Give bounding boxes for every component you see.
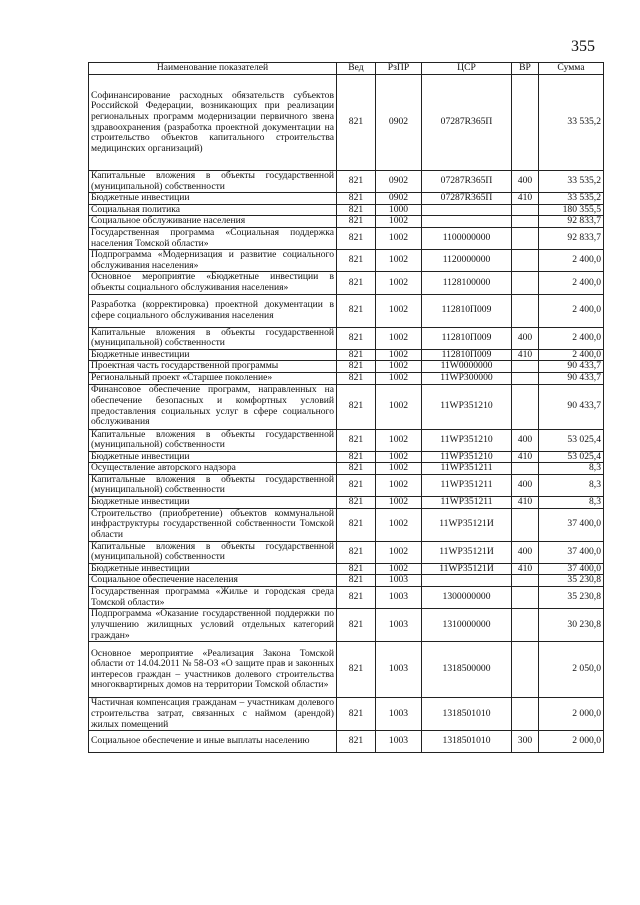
cell-name: Разработка (корректировка) проектной документации в сфере социального обслуживания населения bbox=[89, 294, 337, 327]
table-row bbox=[89, 372, 604, 384]
cell-rzpr: 1003 bbox=[376, 642, 422, 698]
cell-vr bbox=[512, 227, 539, 249]
cell-name: Социальное обслуживание населения bbox=[89, 216, 337, 228]
cell-csr: 1318501010 bbox=[422, 698, 512, 731]
header-vr: ВР bbox=[512, 63, 539, 75]
cell-sum: 92 833,7 bbox=[539, 227, 604, 249]
cell-rzpr: 0902 bbox=[376, 75, 422, 171]
cell-sum: 2 400,0 bbox=[539, 349, 604, 361]
header-csr: ЦСР bbox=[422, 63, 512, 75]
table-row bbox=[89, 563, 604, 575]
cell-sum: 2 400,0 bbox=[539, 250, 604, 272]
cell-ved: 821 bbox=[337, 575, 376, 587]
cell-rzpr: 1002 bbox=[376, 227, 422, 249]
cell-ved: 821 bbox=[337, 327, 376, 349]
table-row bbox=[89, 698, 604, 731]
header-rzpr: РзПР bbox=[376, 63, 422, 75]
cell-vr: 400 bbox=[512, 327, 539, 349]
cell-csr: 11WP35121И bbox=[422, 508, 512, 541]
cell-rzpr: 1002 bbox=[376, 327, 422, 349]
table-row bbox=[89, 731, 604, 753]
cell-vr bbox=[512, 609, 539, 642]
cell-ved: 821 bbox=[337, 227, 376, 249]
cell-name: Государственная программа «Социальная поддержка населения Томской области» bbox=[89, 227, 337, 249]
cell-vr bbox=[512, 216, 539, 228]
cell-vr: 410 bbox=[512, 193, 539, 205]
cell-rzpr: 1000 bbox=[376, 204, 422, 216]
cell-name: Капитальные вложения в объекты государственной (муниципальной) собственности bbox=[89, 541, 337, 563]
cell-name: Частичная компенсация гражданам – участникам долевого строительства затрат, связанных с наймом (арендой) жилых помещений bbox=[89, 698, 337, 731]
cell-csr: 11WP300000 bbox=[422, 372, 512, 384]
cell-name: Государственная программа «Жилье и городская среда Томской области» bbox=[89, 587, 337, 609]
cell-ved: 821 bbox=[337, 541, 376, 563]
cell-ved: 821 bbox=[337, 609, 376, 642]
cell-vr: 400 bbox=[512, 541, 539, 563]
cell-vr bbox=[512, 361, 539, 373]
cell-rzpr: 1002 bbox=[376, 451, 422, 463]
cell-name: Капитальные вложения в объекты государственной (муниципальной) собственности bbox=[89, 429, 337, 451]
cell-ved: 821 bbox=[337, 463, 376, 475]
cell-ved: 821 bbox=[337, 372, 376, 384]
cell-name: Бюджетные инвестиции bbox=[89, 193, 337, 205]
cell-vr: 410 bbox=[512, 349, 539, 361]
cell-name: Проектная часть государственной программы bbox=[89, 361, 337, 373]
cell-rzpr: 1002 bbox=[376, 294, 422, 327]
cell-name: Капитальные вложения в объекты государственной (муниципальной) собственности bbox=[89, 327, 337, 349]
cell-name: Капитальные вложения в объекты государственной (муниципальной) собственности bbox=[89, 171, 337, 193]
cell-sum: 2 000,0 bbox=[539, 698, 604, 731]
cell-vr bbox=[512, 294, 539, 327]
cell-vr bbox=[512, 204, 539, 216]
table-row bbox=[89, 575, 604, 587]
cell-rzpr: 1002 bbox=[376, 474, 422, 496]
cell-vr: 400 bbox=[512, 429, 539, 451]
cell-sum: 92 833,7 bbox=[539, 216, 604, 228]
cell-name: Подпрограмма «Модернизация и развитие социального обслуживания населения» bbox=[89, 250, 337, 272]
cell-sum: 37 400,0 bbox=[539, 563, 604, 575]
cell-sum: 37 400,0 bbox=[539, 508, 604, 541]
cell-csr: 1120000000 bbox=[422, 250, 512, 272]
cell-name: Софинансирование расходных обязательств субъектов Российской Федерации, возникающих при реализации региональных программ модернизации первичного звена здравоохранения (разработка проектной документации на строительство объектов капитального строительства медицинских организаций) bbox=[89, 75, 337, 171]
cell-rzpr: 1002 bbox=[376, 349, 422, 361]
table-row bbox=[89, 474, 604, 496]
cell-ved: 821 bbox=[337, 250, 376, 272]
cell-name: Строительство (приобретение) объектов коммунальной инфраструктуры государственной собственности Томской области bbox=[89, 508, 337, 541]
cell-name: Бюджетные инвестиции bbox=[89, 497, 337, 509]
cell-ved: 821 bbox=[337, 171, 376, 193]
cell-rzpr: 1003 bbox=[376, 609, 422, 642]
cell-rzpr: 0902 bbox=[376, 171, 422, 193]
cell-sum: 2 000,0 bbox=[539, 731, 604, 753]
cell-sum: 2 400,0 bbox=[539, 327, 604, 349]
table-row bbox=[89, 349, 604, 361]
table-row bbox=[89, 642, 604, 698]
cell-csr: 11WP35121И bbox=[422, 541, 512, 563]
cell-sum: 35 230,8 bbox=[539, 575, 604, 587]
cell-ved: 821 bbox=[337, 272, 376, 294]
cell-sum: 90 433,7 bbox=[539, 384, 604, 429]
cell-sum: 33 535,2 bbox=[539, 171, 604, 193]
cell-csr: 11WP351211 bbox=[422, 497, 512, 509]
table-row bbox=[89, 327, 604, 349]
cell-name: Бюджетные инвестиции bbox=[89, 451, 337, 463]
cell-sum: 33 535,2 bbox=[539, 193, 604, 205]
table-row bbox=[89, 272, 604, 294]
cell-csr: 07287R365П bbox=[422, 171, 512, 193]
page-number: 355 bbox=[571, 38, 595, 55]
cell-ved: 821 bbox=[337, 204, 376, 216]
cell-ved: 821 bbox=[337, 349, 376, 361]
table-row bbox=[89, 429, 604, 451]
cell-sum: 90 433,7 bbox=[539, 361, 604, 373]
cell-csr: 11W0000000 bbox=[422, 361, 512, 373]
cell-rzpr: 1003 bbox=[376, 731, 422, 753]
cell-sum: 37 400,0 bbox=[539, 541, 604, 563]
table-row bbox=[89, 171, 604, 193]
table-row bbox=[89, 587, 604, 609]
cell-sum: 8,3 bbox=[539, 463, 604, 475]
cell-csr: 11WP351210 bbox=[422, 384, 512, 429]
cell-rzpr: 1002 bbox=[376, 463, 422, 475]
cell-csr: 112810П009 bbox=[422, 294, 512, 327]
cell-rzpr: 1002 bbox=[376, 372, 422, 384]
cell-csr: 1310000000 bbox=[422, 609, 512, 642]
cell-csr bbox=[422, 216, 512, 228]
cell-sum: 33 535,2 bbox=[539, 75, 604, 171]
table-row bbox=[89, 294, 604, 327]
cell-csr bbox=[422, 204, 512, 216]
cell-csr: 1318501010 bbox=[422, 731, 512, 753]
cell-vr: 400 bbox=[512, 171, 539, 193]
cell-ved: 821 bbox=[337, 193, 376, 205]
cell-ved: 821 bbox=[337, 474, 376, 496]
table-row bbox=[89, 609, 604, 642]
cell-sum: 53 025,4 bbox=[539, 429, 604, 451]
table-row bbox=[89, 227, 604, 249]
cell-ved: 821 bbox=[337, 429, 376, 451]
cell-vr bbox=[512, 463, 539, 475]
cell-vr bbox=[512, 250, 539, 272]
table-row bbox=[89, 541, 604, 563]
header-sum: Сумма bbox=[539, 63, 604, 75]
header-ved: Вед bbox=[337, 63, 376, 75]
cell-sum: 90 433,7 bbox=[539, 372, 604, 384]
cell-name: Основное мероприятие «Бюджетные инвестиции в объекты социального обслуживания населения» bbox=[89, 272, 337, 294]
cell-name: Социальное обеспечение и иные выплаты населению bbox=[89, 731, 337, 753]
budget-table bbox=[88, 62, 604, 753]
cell-csr: 11WP351211 bbox=[422, 474, 512, 496]
cell-ved: 821 bbox=[337, 361, 376, 373]
cell-vr: 410 bbox=[512, 497, 539, 509]
cell-name: Капитальные вложения в объекты государственной (муниципальной) собственности bbox=[89, 474, 337, 496]
cell-ved: 821 bbox=[337, 75, 376, 171]
cell-ved: 821 bbox=[337, 508, 376, 541]
cell-ved: 821 bbox=[337, 294, 376, 327]
cell-ved: 821 bbox=[337, 731, 376, 753]
cell-name: Финансовое обеспечение программ, направленных на обеспечение безопасных и комфортных условий предоставления социальных услуг в сфере социального обслуживания bbox=[89, 384, 337, 429]
cell-csr: 1318500000 bbox=[422, 642, 512, 698]
cell-vr: 400 bbox=[512, 474, 539, 496]
cell-csr: 1100000000 bbox=[422, 227, 512, 249]
cell-csr: 112810П009 bbox=[422, 349, 512, 361]
cell-ved: 821 bbox=[337, 587, 376, 609]
cell-ved: 821 bbox=[337, 216, 376, 228]
cell-csr: 112810П009 bbox=[422, 327, 512, 349]
cell-csr: 07287R365П bbox=[422, 193, 512, 205]
cell-sum: 30 230,8 bbox=[539, 609, 604, 642]
cell-ved: 821 bbox=[337, 563, 376, 575]
table-row bbox=[89, 204, 604, 216]
cell-rzpr: 1002 bbox=[376, 541, 422, 563]
table-row bbox=[89, 250, 604, 272]
cell-vr: 410 bbox=[512, 563, 539, 575]
cell-sum: 8,3 bbox=[539, 497, 604, 509]
cell-name: Социальная политика bbox=[89, 204, 337, 216]
cell-vr bbox=[512, 698, 539, 731]
cell-csr: 1300000000 bbox=[422, 587, 512, 609]
table-row bbox=[89, 384, 604, 429]
table-row bbox=[89, 216, 604, 228]
cell-rzpr: 1003 bbox=[376, 698, 422, 731]
cell-rzpr: 0902 bbox=[376, 193, 422, 205]
cell-ved: 821 bbox=[337, 451, 376, 463]
cell-rzpr: 1002 bbox=[376, 272, 422, 294]
cell-csr: 11WP351211 bbox=[422, 463, 512, 475]
cell-sum: 2 400,0 bbox=[539, 294, 604, 327]
cell-rzpr: 1002 bbox=[376, 216, 422, 228]
table-row bbox=[89, 463, 604, 475]
table-row bbox=[89, 361, 604, 373]
cell-vr bbox=[512, 372, 539, 384]
cell-vr: 300 bbox=[512, 731, 539, 753]
cell-name: Бюджетные инвестиции bbox=[89, 349, 337, 361]
cell-rzpr: 1003 bbox=[376, 587, 422, 609]
table-row bbox=[89, 508, 604, 541]
cell-csr: 11WP351210 bbox=[422, 451, 512, 463]
cell-vr bbox=[512, 508, 539, 541]
cell-name: Осуществление авторского надзора bbox=[89, 463, 337, 475]
cell-name: Региональный проект «Старшее поколение» bbox=[89, 372, 337, 384]
table-row bbox=[89, 451, 604, 463]
cell-vr bbox=[512, 587, 539, 609]
cell-rzpr: 1002 bbox=[376, 497, 422, 509]
cell-sum: 35 230,8 bbox=[539, 587, 604, 609]
cell-ved: 821 bbox=[337, 384, 376, 429]
cell-name: Основное мероприятие «Реализация Закона Томской области от 14.04.2011 № 58-ОЗ «О защите прав и законных интересов граждан – участников долевого строительства многоквартирных домов на территории Томской области» bbox=[89, 642, 337, 698]
table-row bbox=[89, 497, 604, 509]
cell-sum: 8,3 bbox=[539, 474, 604, 496]
cell-rzpr: 1002 bbox=[376, 361, 422, 373]
cell-vr bbox=[512, 384, 539, 429]
cell-rzpr: 1002 bbox=[376, 384, 422, 429]
cell-csr: 07287R365П bbox=[422, 75, 512, 171]
cell-rzpr: 1002 bbox=[376, 508, 422, 541]
cell-rzpr: 1002 bbox=[376, 250, 422, 272]
cell-rzpr: 1003 bbox=[376, 575, 422, 587]
cell-vr bbox=[512, 75, 539, 171]
cell-ved: 821 bbox=[337, 642, 376, 698]
cell-ved: 821 bbox=[337, 497, 376, 509]
table-row bbox=[89, 75, 604, 171]
cell-sum: 2 400,0 bbox=[539, 272, 604, 294]
cell-vr bbox=[512, 642, 539, 698]
cell-name: Бюджетные инвестиции bbox=[89, 563, 337, 575]
cell-rzpr: 1002 bbox=[376, 429, 422, 451]
cell-csr: 11WP35121И bbox=[422, 563, 512, 575]
cell-sum: 2 050,0 bbox=[539, 642, 604, 698]
cell-rzpr: 1002 bbox=[376, 563, 422, 575]
cell-csr bbox=[422, 575, 512, 587]
cell-sum: 53 025,4 bbox=[539, 451, 604, 463]
cell-vr bbox=[512, 272, 539, 294]
cell-name: Социальное обеспечение населения bbox=[89, 575, 337, 587]
table-body bbox=[89, 75, 604, 753]
cell-sum: 180 355,5 bbox=[539, 204, 604, 216]
cell-vr: 410 bbox=[512, 451, 539, 463]
cell-ved: 821 bbox=[337, 698, 376, 731]
cell-vr bbox=[512, 575, 539, 587]
cell-csr: 11WP351210 bbox=[422, 429, 512, 451]
header-name: Наименование показателей bbox=[89, 63, 337, 75]
table-row bbox=[89, 193, 604, 205]
table-header-row bbox=[89, 63, 604, 75]
cell-name: Подпрограмма «Оказание государственной поддержки по улучшению жилищных условий отдельных категорий граждан» bbox=[89, 609, 337, 642]
cell-csr: 1128100000 bbox=[422, 272, 512, 294]
